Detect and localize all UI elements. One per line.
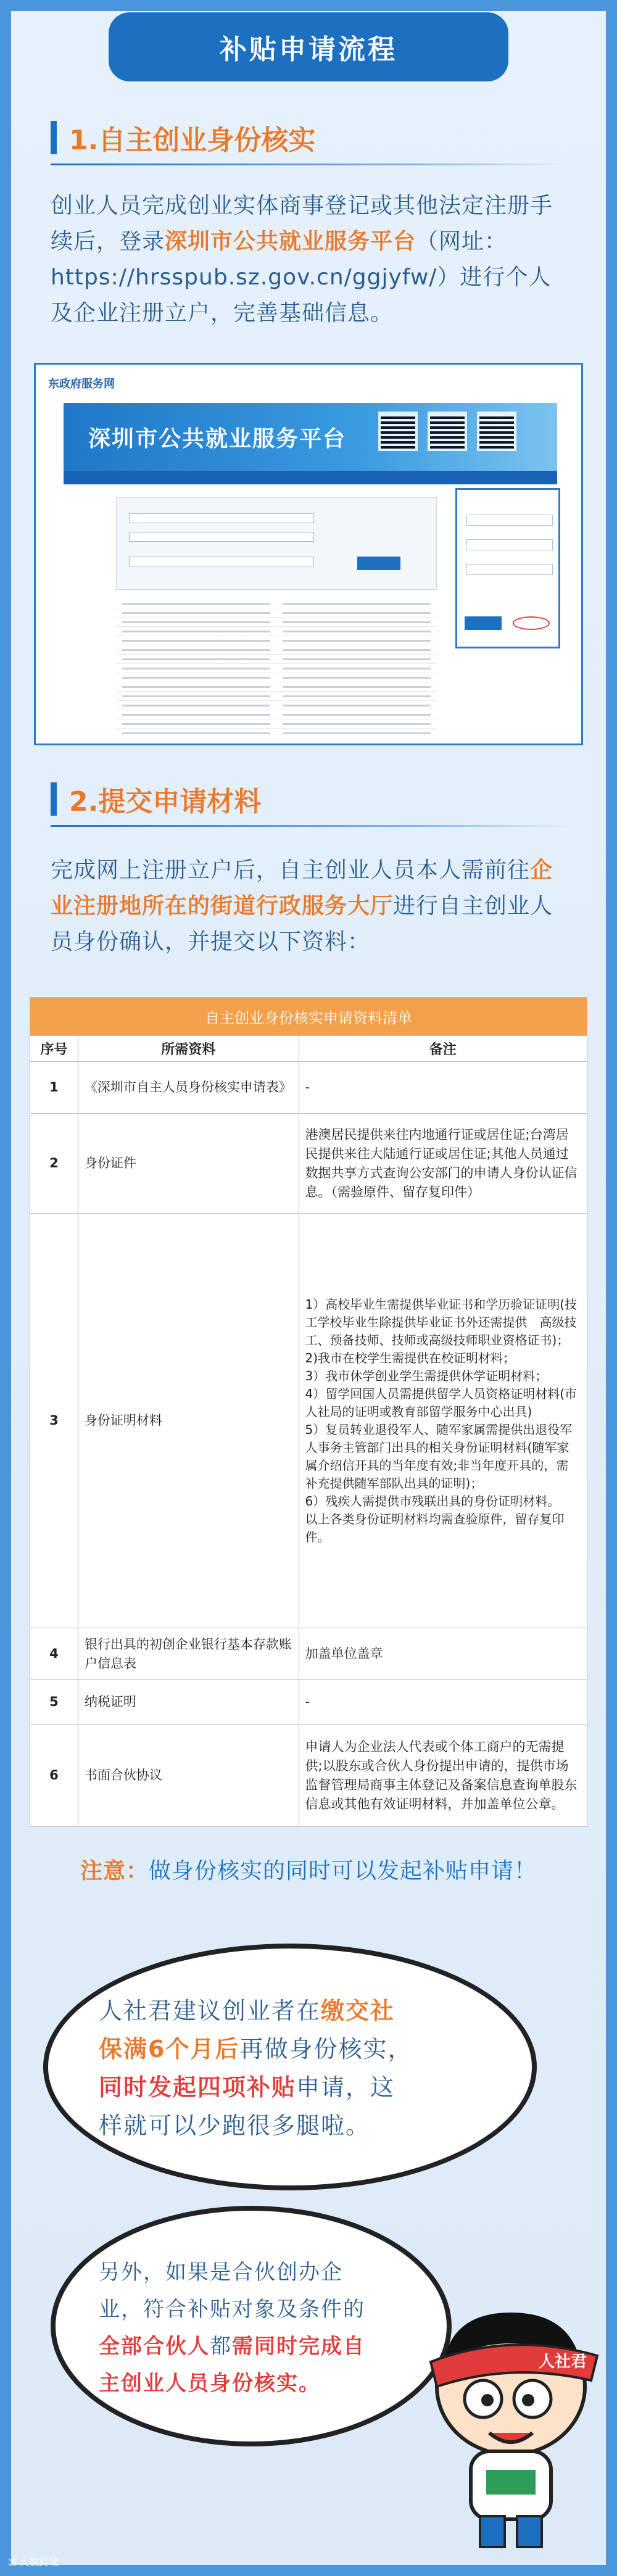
search-field xyxy=(129,557,314,566)
bubble1-line2a: 保满6个月后 xyxy=(99,2036,240,2063)
row-no: 2 xyxy=(30,1114,78,1214)
qr-code-icon xyxy=(378,412,418,451)
platform-link[interactable]: 深圳市公共就业服务平台 xyxy=(165,229,416,254)
page-title: 补贴申请流程 xyxy=(109,12,508,81)
row-note: 加盖单位盖章 xyxy=(299,1628,587,1680)
row-note: 1）高校毕业生需提供毕业证书和学历验证证明(技工学校毕业生除提供毕业证书外还需提供 高级技工、预备技师、技师或高级技师职业资格证书)； 2)我市在校学生需提供在校证明材料； 3）我市休学创业学生需提供休学证明材料； 4）留学回国人员需提供留学人员资格证明材料(市人社局的证明或教育部留学服务中心出具) 5）复员转业退役军人、随军家属需提供出退役军人事务主管部门出具的相关身份证明材料(随军家属介绍信开具的当年度有效;非当年度开具的，需补充提供随军部队出具的证明)； 6）残疾人需提供市残联出具的身份证明材料。 以上各类身份证明材料均需查验原件，留存复印件。 xyxy=(299,1214,587,1628)
screenshot-banner xyxy=(64,403,557,471)
row-no: 4 xyxy=(30,1628,78,1680)
table-row xyxy=(30,1680,587,1725)
row-no: 6 xyxy=(30,1725,78,1827)
screenshot-login-panel xyxy=(455,488,560,648)
table-header-row xyxy=(30,1036,587,1062)
bubble2-line1: 另外，如果是合伙创办企 xyxy=(99,2260,343,2285)
table-row xyxy=(30,1062,587,1114)
row-note: - xyxy=(299,1062,587,1114)
row-no: 1 xyxy=(30,1062,78,1114)
table-row xyxy=(30,1114,587,1214)
row-note: - xyxy=(299,1680,587,1725)
heading-bar xyxy=(51,782,57,816)
materials-table xyxy=(30,997,587,1827)
heading-rule xyxy=(51,164,569,165)
bubble2-line3b: 都 xyxy=(210,2334,232,2359)
section2-text-a: 完成网上注册立户后，自主创业人员本人需前往 xyxy=(51,858,531,883)
bubble1-line1a: 人社君建议创业者在 xyxy=(99,1997,321,2024)
mascot-badge: 人社君 xyxy=(539,2353,587,2371)
bubble1-line1b: 缴交社 xyxy=(321,1997,395,2024)
heading-rule xyxy=(51,825,569,827)
bubble1-line3a: 同时发起四项补贴 xyxy=(99,2074,297,2101)
speech-bubble-1 xyxy=(43,1944,537,2190)
table-row xyxy=(30,1214,587,1628)
col-note: 备注 xyxy=(299,1036,587,1062)
row-material: 身份证明材料 xyxy=(78,1214,299,1628)
bubble2-text xyxy=(99,2254,426,2402)
notice-text: 做身份核实的同时可以发起补贴申请！ xyxy=(149,1858,537,1884)
service-hall: 企业注册地所在的街道行政服务大厅 xyxy=(51,858,553,919)
bubble1-text xyxy=(99,1992,506,2145)
section2-heading xyxy=(51,777,520,821)
col-no: 序号 xyxy=(30,1036,78,1062)
row-material: 《深圳市自主人员身份核实申请表》 xyxy=(78,1062,299,1114)
table-row xyxy=(30,1628,587,1680)
row-no: 3 xyxy=(30,1214,78,1628)
section1-text-a: 创业人员完成创业实体商事登记或其他法定注册手续后，登录 xyxy=(51,193,553,254)
section1-text-b: （网址：https://hrsspub.sz.gov.cn/ggjyfw/）进行个人及企业注册立户，完善基础信息。 xyxy=(51,229,552,326)
row-note: 港澳居民提供来往内地通行证或居住证;台湾居民提供来往大陆通行证或居住证;其他人员通过数据共享方式查询公安部门的申请人身份认证信息。（需验原件、留存复印件） xyxy=(299,1114,587,1214)
bubble2-line2: 业，符合补贴对象及条件的 xyxy=(99,2297,365,2322)
login-field xyxy=(466,515,553,526)
search-field xyxy=(129,532,314,542)
bubble2-line3c: 需同时完成自 xyxy=(232,2334,365,2359)
qr-code-icon xyxy=(477,412,516,451)
list-column xyxy=(283,599,431,735)
bubble1-line2b: 再做身份核实， xyxy=(239,2036,413,2063)
qr-code-icon xyxy=(428,412,467,451)
login-field xyxy=(466,539,553,550)
screenshot-banner-title: 深圳市公共就业服务平台 xyxy=(88,426,347,452)
notice-line xyxy=(0,1853,617,1885)
notice-label: 注意： xyxy=(80,1858,149,1884)
search-field xyxy=(129,513,314,523)
login-button xyxy=(465,616,502,630)
login-field xyxy=(466,564,553,575)
watermark: ⛝ 大数跨境 xyxy=(9,2556,59,2568)
row-no: 5 xyxy=(30,1680,78,1725)
row-note: 申请人为企业法人代表或个体工商户的无需提供;以股东或合伙人身份提出申请的，提供市场监督管理局商事主体登记及备案信息查询单股东信息或其他有效证明材料，并加盖单位公章。 xyxy=(299,1725,587,1827)
heading-bar xyxy=(51,121,57,154)
screenshot-list xyxy=(116,599,437,735)
section2-text-b: 进行自主创业人员身份确认，并提交以下资料： xyxy=(51,893,553,955)
screenshot-header: 东政府服务网 xyxy=(48,378,115,391)
platform-screenshot xyxy=(34,363,583,745)
col-material: 所需资料 xyxy=(78,1036,299,1062)
row-material: 纳税证明 xyxy=(78,1680,299,1725)
section2-paragraph xyxy=(51,853,569,960)
section2-title: 2.提交申请材料 xyxy=(69,786,262,818)
section1-heading xyxy=(51,116,520,159)
materials-table-wrap xyxy=(30,997,587,1827)
row-material: 书面合伙协议 xyxy=(78,1725,299,1827)
section1-title: 1.自主创业身份核实 xyxy=(69,125,316,156)
table-row xyxy=(30,1725,587,1827)
screenshot-nav xyxy=(64,471,557,484)
section1-paragraph xyxy=(51,188,569,331)
table-caption: 自主创业身份核实申请资料清单 xyxy=(30,998,587,1036)
bubble1-line4: 样就可以少跑很多腿啦。 xyxy=(99,2112,371,2139)
register-button-highlight xyxy=(513,616,550,630)
row-material: 身份证件 xyxy=(78,1114,299,1214)
screenshot-search-panel xyxy=(116,497,437,590)
bubble2-line4: 主创业人员身份核实。 xyxy=(99,2371,321,2396)
speech-bubble-2 xyxy=(51,2206,452,2446)
bubble2-line3a: 全部合伙人 xyxy=(99,2334,210,2359)
list-column xyxy=(122,599,270,735)
bubble1-line3b: 申请，这 xyxy=(296,2074,395,2101)
mascot-illustration xyxy=(412,2294,610,2553)
search-button xyxy=(357,557,400,570)
row-material: 银行出具的初创企业银行基本存款账户信息表 xyxy=(78,1628,299,1680)
